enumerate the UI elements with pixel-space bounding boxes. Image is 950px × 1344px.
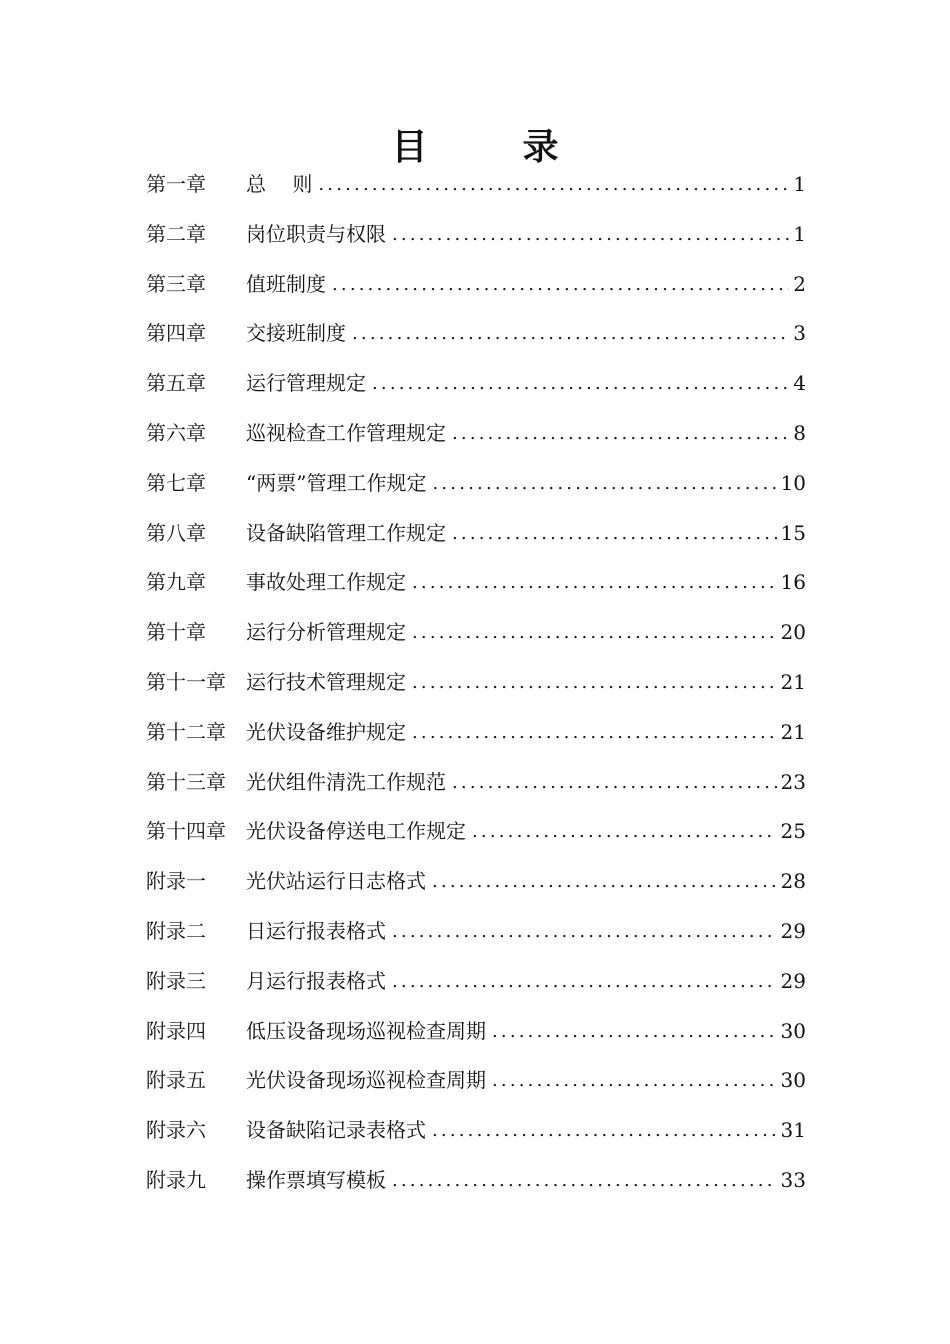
toc-entry-title: 日运行报表格式 (246, 918, 386, 943)
toc-entry[interactable] (146, 957, 806, 1007)
toc-entry-page-number: 21 (780, 669, 806, 694)
toc-entry-chapter: 第八章 (146, 520, 206, 545)
toc-dot-leader (410, 608, 777, 658)
toc-entry[interactable] (146, 1007, 806, 1057)
toc-entry-title: 光伏设备维护规定 (246, 719, 406, 744)
toc-dot-leader (390, 210, 789, 260)
toc-entry-page-number: 16 (780, 570, 806, 595)
toc-dot-leader (370, 359, 789, 409)
toc-entry[interactable] (146, 708, 806, 758)
toc-entry-page-number: 29 (780, 918, 806, 943)
toc-entry-chapter: 第十二章 (146, 719, 226, 744)
toc-dot-leader (450, 409, 789, 459)
toc-entry-page-number: 33 (780, 1167, 806, 1192)
toc-entry-page-number: 2 (793, 271, 806, 296)
toc-entry[interactable] (146, 807, 806, 857)
toc-dot-leader (490, 1056, 777, 1106)
toc-entry-chapter: 第一章 (146, 172, 206, 196)
toc-dot-leader (390, 1156, 777, 1206)
toc-dot-leader (470, 807, 777, 857)
toc-entry[interactable] (146, 1156, 806, 1206)
toc-entry-title: 岗位职责与权限 (246, 221, 386, 246)
toc-entry-title: 低压设备现场巡视检查周期 (246, 1018, 486, 1043)
toc-entry-title: 设备缺陷管理工作规定 (246, 520, 446, 545)
toc-entry-chapter: 第七章 (146, 470, 206, 495)
toc-dot-leader (430, 1106, 777, 1156)
toc-entry-title: 光伏设备现场巡视检查周期 (246, 1068, 486, 1093)
toc-entry-chapter: 第十四章 (146, 819, 226, 844)
toc-entry-title: 运行分析管理规定 (246, 620, 406, 645)
toc-entry[interactable] (146, 907, 806, 957)
toc-entry-page-number: 21 (780, 719, 806, 744)
toc-dot-leader (390, 907, 777, 957)
toc-entry-title: 事故处理工作规定 (246, 570, 406, 595)
toc-entry-title: 光伏组件清洗工作规范 (246, 769, 446, 794)
toc-entry-chapter: 附录五 (146, 1068, 206, 1093)
toc-dot-leader (450, 509, 777, 559)
toc-entry-title: “两票”管理工作规定 (246, 470, 427, 495)
toc-entry-title: 总 则 (246, 172, 313, 196)
toc-entry[interactable] (146, 359, 806, 409)
toc-entry-page-number: 28 (780, 869, 806, 894)
toc-entry-chapter: 附录六 (146, 1118, 206, 1143)
toc-entry-page-number: 30 (780, 1068, 806, 1093)
page-title-part-2: 录 (522, 126, 559, 169)
toc-dot-leader (410, 658, 777, 708)
toc-entry[interactable] (146, 857, 806, 907)
toc-entry-page-number: 30 (780, 1018, 806, 1043)
toc-entry[interactable] (146, 558, 806, 608)
toc-entry-page-number: 29 (780, 968, 806, 993)
toc-entry-page-number: 3 (793, 321, 806, 346)
toc-entry-chapter: 第六章 (146, 420, 206, 445)
toc-entry-title: 运行管理规定 (246, 371, 366, 396)
toc-dot-leader (450, 758, 777, 808)
toc-entry-chapter: 附录四 (146, 1018, 206, 1043)
toc-entry[interactable] (146, 260, 806, 310)
toc-entry-page-number: 15 (780, 520, 806, 545)
toc-entry[interactable] (146, 160, 806, 210)
toc-entry-chapter: 第五章 (146, 371, 206, 396)
toc-entry-title: 月运行报表格式 (246, 968, 386, 993)
toc-entry-chapter: 第四章 (146, 321, 206, 346)
toc-dot-leader (316, 160, 789, 210)
toc-entry-chapter: 附录三 (146, 968, 206, 993)
toc-entry-page-number: 31 (780, 1118, 806, 1143)
table-of-contents (146, 160, 806, 1206)
toc-entry-page-number: 1 (793, 221, 806, 246)
toc-entry-chapter: 附录二 (146, 918, 206, 943)
toc-entry-chapter: 第二章 (146, 221, 206, 246)
toc-entry[interactable] (146, 608, 806, 658)
toc-entry-chapter: 第九章 (146, 570, 206, 595)
toc-dot-leader (430, 857, 777, 907)
toc-entry[interactable] (146, 459, 806, 509)
toc-entry-title: 操作票填写模板 (246, 1167, 386, 1192)
toc-dot-leader (390, 957, 777, 1007)
toc-entry-chapter: 附录一 (146, 869, 206, 894)
toc-entry[interactable] (146, 1056, 806, 1106)
toc-entry-page-number: 25 (780, 819, 806, 844)
toc-dot-leader (410, 708, 777, 758)
toc-entry-chapter: 第十章 (146, 620, 206, 645)
page-title-part-1: 目 (391, 126, 428, 169)
toc-entry[interactable] (146, 409, 806, 459)
toc-entry-chapter: 第三章 (146, 271, 206, 296)
toc-entry-title: 巡视检查工作管理规定 (246, 420, 446, 445)
toc-entry-page-number: 4 (793, 371, 806, 396)
toc-dot-leader (430, 459, 776, 509)
toc-entry-page-number: 23 (780, 769, 806, 794)
toc-entry-page-number: 1 (793, 172, 806, 196)
toc-dot-leader (410, 558, 777, 608)
toc-entry[interactable] (146, 309, 806, 359)
toc-entry-page-number: 8 (793, 420, 806, 445)
toc-entry-title: 光伏站运行日志格式 (246, 869, 426, 894)
toc-entry[interactable] (146, 658, 806, 708)
toc-entry[interactable] (146, 758, 806, 808)
toc-dot-leader (330, 260, 789, 310)
toc-entry-chapter: 第十三章 (146, 769, 226, 794)
toc-entry-title: 值班制度 (246, 271, 326, 296)
toc-entry-page-number: 10 (780, 470, 806, 495)
toc-entry-page-number: 20 (780, 620, 806, 645)
toc-entry-title: 光伏设备停送电工作规定 (246, 819, 466, 844)
toc-entry-chapter: 第十一章 (146, 669, 226, 694)
toc-dot-leader (350, 309, 789, 359)
toc-entry-chapter: 附录九 (146, 1167, 206, 1192)
toc-entry[interactable] (146, 509, 806, 559)
toc-dot-leader (490, 1007, 777, 1057)
toc-entry-title: 交接班制度 (246, 321, 346, 346)
toc-entry-title: 运行技术管理规定 (246, 669, 406, 694)
toc-entry[interactable] (146, 210, 806, 260)
toc-entry-title: 设备缺陷记录表格式 (246, 1118, 426, 1143)
toc-entry[interactable] (146, 1106, 806, 1156)
